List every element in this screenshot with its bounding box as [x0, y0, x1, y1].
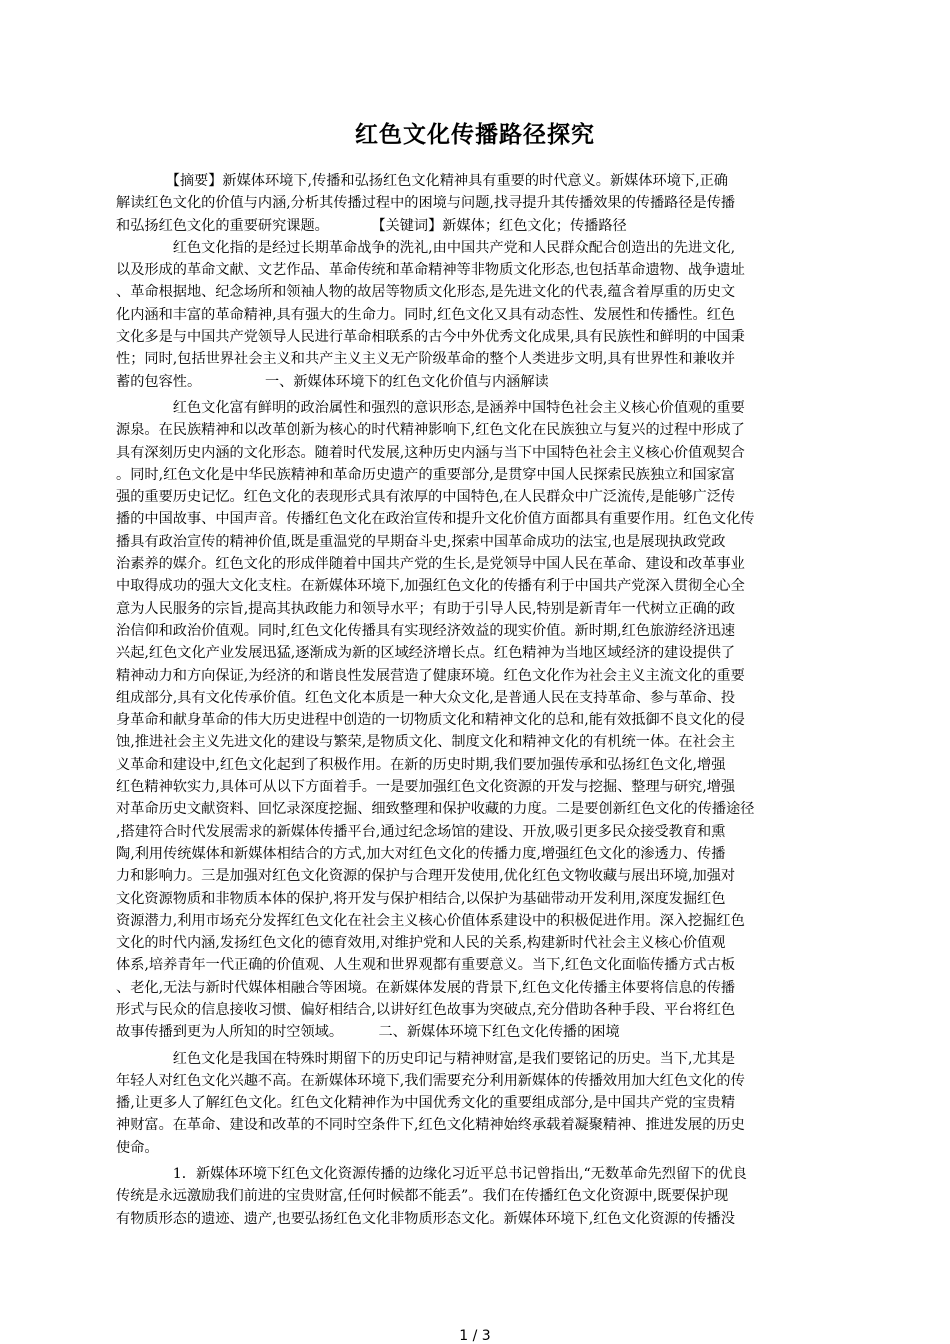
text-line: 性；同时,包括世界社会主义和共产主义主义无产阶级革命的整个人类进步文明,具有世界性和兼收并: [116, 351, 736, 368]
text-line: 蚀,推进社会主义先进文化的建设与繁荣,是物质文化、制度文化和精神文化的有机统一体。在社会主: [116, 734, 736, 751]
page-title: 红色文化传播路径探究: [355, 122, 595, 148]
text-line: 形式与民众的信息接收习惯、偏好相结合,以讲好红色故事为突破点,充分借助各种手段、平台将红色: [116, 1001, 736, 1018]
text-line: 。同时,红色文化是中华民族精神和革命历史遗产的重要部分,是贯穿中国人民探索民族独立和国家富: [116, 466, 736, 483]
text-line: 以及形成的革命文献、文艺作品、革命传统和革命精神等非物质文化形态,也包括革命遗物、战争遗址: [116, 262, 745, 279]
text-line: 、老化,无法与新时代媒体相融合等困境。在新媒体发展的背景下,红色文化传播主体要将信息的传播: [116, 979, 736, 996]
text-line: 年轻人对红色文化兴趣不高。在新媒体环境下,我们需要充分利用新媒体的传播效用加大红色文化的传: [116, 1072, 745, 1089]
text-line: 红色文化指的是经过长期革命战争的洗礼,由中国共产党和人民群众配合创造出的先进文化,: [116, 239, 736, 256]
document-body: [116, 170, 836, 1230]
text-line: 组成部分,具有文化传承价值。红色文化本质是一种大众文化,是普通人民在支持革命、参与革命、投: [116, 689, 736, 706]
text-line: 资源潜力,利用市场充分发挥红色文化在社会主义核心价值体系建设中的积极促进作用。深入挖掘红色: [116, 912, 745, 929]
text-line: 文化资源物质和非物质本体的保护,将开发与保护相结合,以保护为基础带动开发利用,深度发掘红色: [116, 890, 726, 907]
text-line: 具有深刻历史内涵的文化形态。随着时代发展,这种历史内涵与当下中国特色社会主义核心价值观契合: [116, 444, 745, 461]
text-line: 、革命根据地、纪念场所和领袖人物的故居等物质文化形态,是先进文化的代表,蕴含着厚重的历史文: [116, 284, 736, 301]
text-line: 解读红色文化的价值与内涵,分析其传播过程中的困境与问题,找寻提升其传播效果的传播路径是传播: [116, 195, 736, 212]
text-line: 治素养的媒介。红色文化的形成伴随着中国共产党的生长,是党领导中国人民在革命、建设和改革事业: [116, 556, 745, 573]
text-line: 强的重要历史记忆。红色文化的表现形式具有浓厚的中国特色,在人民群众中广泛流传,是能够广泛传: [116, 489, 736, 506]
text-line: ,搭建符合时代发展需求的新媒体传播平台,通过纪念场馆的建设、开放,吸引更多民众接受教育和熏: [116, 823, 726, 840]
text-line: 和弘扬红色文化的重要研究课题。 【关键词】新媒体；红色文化；传播路径: [116, 217, 627, 234]
text-line: 播具有政治宣传的精神价值,既是重温党的早期奋斗史,探索中国革命成功的法宝,也是展现执政党政: [116, 533, 726, 550]
text-line: 源泉。在民族精神和以改革创新为核心的时代精神影响下,红色文化在民族独立与复兴的过程中形成了: [116, 422, 745, 439]
text-line: 使命。: [116, 1139, 159, 1156]
text-line: 红色精神软实力,具体可从以下方面着手。一是要加强红色文化资源的开发与挖掘、整理与研究,增强: [116, 779, 736, 796]
text-line: 文化多是与中国共产党领导人民进行革命相联系的古今中外优秀文化成果,具有民族性和鲜明的中国秉: [116, 329, 745, 346]
text-line: 体系,培养青年一代正确的价值观、人生观和世界观都有重要意义。当下,红色文化面临传播方式古板: [116, 957, 736, 974]
text-line: 兴起,红色文化产业发展迅猛,逐渐成为新的区域经济增长点。红色精神为当地区域经济的建设提供了: [116, 645, 736, 662]
text-line: 神财富。在革命、建设和改革的不同时空条件下,红色文化精神始终承载着凝聚精神、推进发展的历史: [116, 1117, 745, 1134]
text-line: 力和影响力。三是加强对红色文化资源的保护与合理开发使用,优化红色文物收藏与展出环境,加强对: [116, 868, 736, 885]
text-line: 对革命历史文献资料、回忆录深度挖掘、细致整理和保护收藏的力度。二是要创新红色文化的传播途径: [116, 801, 755, 818]
text-line: 陶,利用传统媒体和新媒体相结合的方式,加大对红色文化的传播力度,增强红色文化的渗透力、传播: [116, 845, 726, 862]
text-line: 【摘要】新媒体环境下,传播和弘扬红色文化精神具有重要的时代意义。新媒体环境下,正确: [116, 173, 728, 189]
text-line: 精神动力和方向保证,为经济的和谐良性发展营造了健康环境。红色文化作为社会主义主流文化的重要: [116, 667, 745, 684]
page-number: 1 / 3: [459, 1328, 491, 1344]
text-line: 播的中国故事、中国声音。传播红色文化在政治宣传和提升文化价值方面都具有重要作用。红色文化传: [116, 511, 755, 528]
section-heading-line: 蓄的包容性。 一、新媒体环境下的红色文化价值与内涵解读: [116, 373, 549, 390]
text-line: 义革命和建设中,红色文化起到了积极作用。在新的历史时期,我们要加强传承和弘扬红色文化,增强: [116, 756, 726, 773]
text-line: 文化的时代内涵,发扬红色文化的德育效用,对维护党和人民的关系,构建新时代社会主义核心价值观: [116, 935, 726, 952]
text-line: 意为人民服务的宗旨,提高其执政能力和领导水平；有助于引导人民,特别是新青年一代树立正确的政: [116, 600, 736, 617]
text-line: 播,让更多人了解红色文化。红色文化精神作为中国优秀文化的重要组成部分,是中国共产党的宝贵精: [116, 1095, 736, 1112]
text-line: 中取得成功的强大文化支柱。在新媒体环境下,加强红色文化的传播有利于中国共产党深入贯彻全心全: [116, 578, 745, 595]
text-line: 身革命和献身革命的伟大历史进程中创造的一切物质文化和精神文化的总和,能有效抵御不良文化的侵: [116, 712, 745, 729]
text-line: 有物质形态的遗迹、遗产,也要弘扬红色文化非物质形态文化。新媒体环境下,红色文化资源的传播没: [116, 1210, 736, 1227]
text-line: 红色文化是我国在特殊时期留下的历史印记与精神财富,是我们要铭记的历史。当下,尤其是: [116, 1050, 736, 1067]
text-line: 传统是永远激励我们前进的宝贵财富,任何时候都不能丢”。我们在传播红色文化资源中,既要保护现: [116, 1188, 729, 1205]
text-line: 治信仰和政治价值观。同时,红色文化传播具有实现经济效益的现实价值。新时期,红色旅游经济迅速: [116, 622, 736, 639]
text-line: 化内涵和丰富的革命精神,具有强大的生命力。同时,红色文化又具有动态性、发展性和传播性。红色: [116, 306, 736, 323]
text-line: 1．新媒体环境下红色文化资源传播的边缘化习近平总书记曾指出,“无数革命先烈留下的优良: [116, 1166, 747, 1183]
text-line: 红色文化富有鲜明的政治属性和强烈的意识形态,是涵养中国特色社会主义核心价值观的重要: [116, 399, 745, 416]
section-heading-line: 故事传播到更为人所知的时空领域。 二、新媒体环境下红色文化传播的困境: [116, 1024, 620, 1041]
